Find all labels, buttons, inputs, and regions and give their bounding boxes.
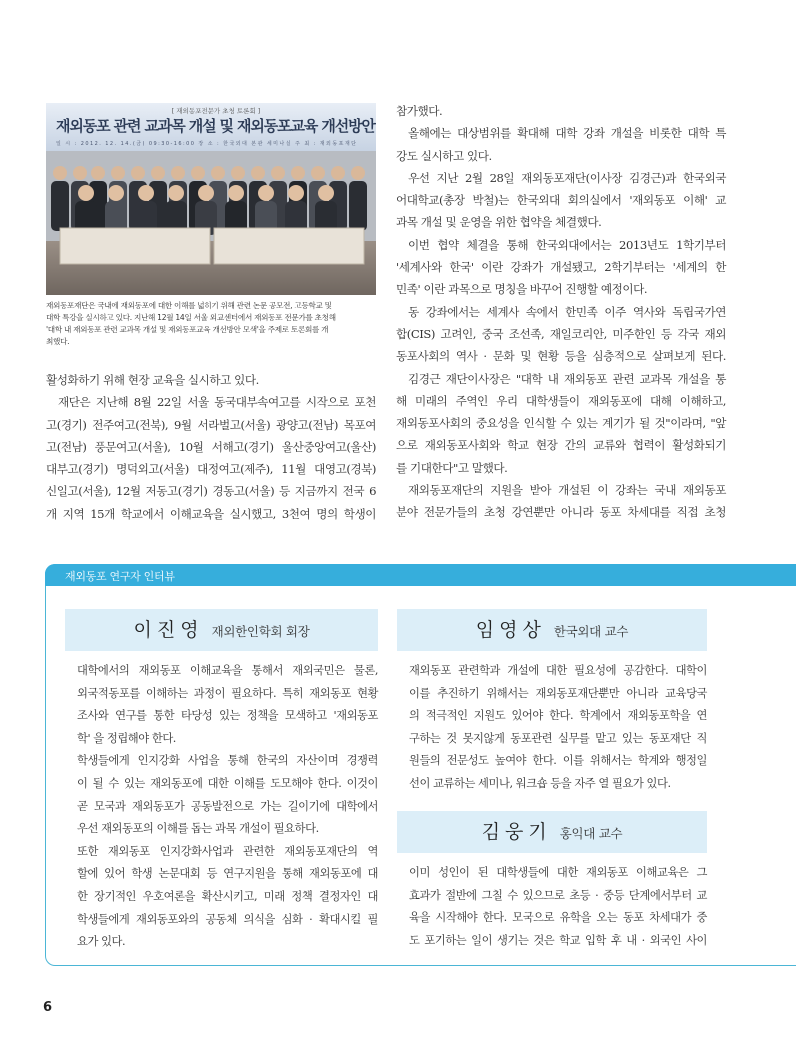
- text-line: 고(전남) 풍문여고(서울), 10월 서해고(경기) 울산중앙여고(울산): [46, 439, 376, 454]
- text-line: 활성화하기 위해 현장 교육을 실시하고 있다.: [46, 373, 259, 387]
- person-head: [53, 166, 67, 180]
- text-line: 동포사회의 역사 · 문화 및 현황 등을 심층적으로 살펴보게 된다.: [396, 349, 726, 364]
- banner-title-text: 재외동포 관련 교과목 개설 및 재외동포교육 개선방안: [56, 117, 376, 135]
- person-head: [211, 166, 225, 180]
- text-line: 재외동포 관련학과 개설에 대한 필요성에 공감한다. 대학이: [409, 664, 707, 677]
- interview-answer: [65, 660, 378, 954]
- person-head: [111, 166, 125, 180]
- text-line: 를 기대한다"고 말했다.: [396, 460, 508, 475]
- text-line: 분야 전문가들의 초청 강연뿐만 아니라 동포 차세대를 직접 초청: [396, 505, 726, 520]
- text-line: 참가했다.: [396, 104, 443, 118]
- text-line: 이미 성인이 된 대학생들에 대한 재외동포 이해교육은 그: [409, 866, 707, 879]
- person-body: [51, 181, 69, 231]
- text-line: 의 적극적인 지원도 있어야 한다. 학계에서 재외동포학을 연: [409, 709, 707, 723]
- text-line: 학생들에게 인지강화 사업을 통해 한국의 자산이며 경쟁력: [77, 754, 378, 768]
- banner-sub-text: 일 시 : 2012. 12. 14.(금) 09:30-16:00 장 소 : 한국외대 본관 세미나실 주 최 : 재외동포재단: [56, 141, 357, 147]
- person-head: [168, 185, 184, 201]
- text-line: 재단은 지난해 8월 22일 서울 동국대부속여고를 시작으로 포천: [58, 395, 376, 410]
- text-line: 어대학교(총장 박철)는 한국외대 회의실에서 '재외동포 이해' 교: [396, 193, 726, 208]
- text-line: 학' 을 정립해야 한다.: [77, 731, 176, 745]
- text-line: 이 될 수 있는 재외동포에 대한 이해를 도모해야 한다. 이것이: [77, 776, 378, 790]
- interviewee-role: 재외한인학회 회장: [211, 624, 310, 639]
- text-line: 신일고(서울), 12월 저동고(경기) 경동고(서울) 등 지금까지 전국 6: [46, 484, 376, 499]
- text-line: 곧 모국과 재외동포가 공동발전으로 가는 길이기에 대학에서: [77, 799, 378, 813]
- person-head: [231, 166, 245, 180]
- person-head: [351, 166, 365, 180]
- caption-line: 최했다.: [46, 337, 70, 346]
- table: [60, 228, 210, 264]
- left-column-text: [46, 369, 376, 525]
- interviewee-name-box: [397, 811, 707, 853]
- text-line: 요가 있다.: [77, 935, 126, 949]
- person-head: [228, 185, 244, 201]
- person-head: [311, 166, 325, 180]
- text-line: 대학에서의 재외동포 이해교육을 통해서 재외국민은 물론,: [77, 664, 378, 677]
- text-line: 효과가 절반에 그칠 수 있으므로 초등 · 중등 단계에서부터 교: [409, 888, 707, 902]
- interviewee-name-box: [397, 609, 707, 651]
- text-line: 학생들에게 재외동포와의 공동체 의식을 심화 · 확대시킬 필: [77, 912, 378, 926]
- text-line: 조사와 연구를 통한 타당성 있는 정책을 모색하고 '재외동포: [77, 709, 378, 723]
- person-head: [171, 166, 185, 180]
- interviewee-name: 임영상: [475, 619, 546, 641]
- text-line: 우선 재외동포의 이해를 돕는 과목 개설이 필요하다.: [77, 822, 319, 836]
- interview-answer: [397, 862, 707, 952]
- text-line: 육을 시작해야 한다. 모국으로 유학을 오는 동포 차세대가 중: [409, 911, 707, 925]
- person-head: [258, 185, 274, 201]
- text-line: 강도 실시하고 있다.: [396, 148, 492, 163]
- event-photo: [46, 103, 376, 295]
- caption-line: '대학 내 재외동포 관련 교과목 개설 및 재외동포교육 개선방안 모색'을 주제로 토론회를 개: [46, 325, 329, 334]
- interviewee-name: 이진영: [133, 619, 204, 641]
- interview-header: [45, 564, 796, 586]
- text-line: 외국적동포를 이해하는 과정이 필요하다. 특히 재외동포 현황: [77, 686, 378, 700]
- banner-small-text: [ 재외동포전문가 초청 토론회 ]: [171, 107, 261, 115]
- caption-line: 재외동포재단은 국내에 재외동포에 대한 이해를 넓히기 위해 관련 논문 공모전, 고등학교 및: [46, 301, 332, 310]
- interview-box: [45, 564, 796, 966]
- text-line: 해 미래의 주역인 우리 대학생들이 재외동포에 대해 이해하고,: [396, 393, 726, 408]
- person-head: [251, 166, 265, 180]
- person-head: [318, 185, 334, 201]
- text-line: 원들의 전문성도 높여야 한다. 이를 위해서는 학계와 행정일: [409, 754, 707, 768]
- text-line: 도 포기하는 일이 생기는 것은 학교 입학 후 내 · 외국인 사이: [409, 933, 707, 947]
- text-line: 한 장기적인 우호여론을 확산시키고, 미래 정책 결정자인 대: [77, 889, 378, 903]
- interviewee-role: 홍익대 교수: [559, 826, 623, 841]
- interview-title: 재외동포 연구자 인터뷰: [65, 570, 175, 583]
- page-number: 6: [43, 1000, 53, 1015]
- person-head: [198, 185, 214, 201]
- text-line: 고(경기) 전주여고(전북), 9월 서라벌고(서울) 광양고(전남) 목포여: [46, 417, 376, 432]
- interviewee-name: 김웅기: [481, 821, 552, 843]
- person-head: [91, 166, 105, 180]
- text-line: 개 지역 15개 학교에서 이해교육을 실시했고, 3천여 명의 학생이: [46, 506, 376, 521]
- person-head: [131, 166, 145, 180]
- text-line: 재외동포재단의 지원을 받아 개설된 이 강좌는 국내 재외동포: [408, 483, 726, 498]
- person-head: [271, 166, 285, 180]
- text-line: 구하는 것 못지않게 동포관련 실무를 맡고 있는 동포재단 직: [409, 731, 707, 745]
- person-head: [78, 185, 94, 201]
- interviewee-role: 한국외대 교수: [553, 624, 629, 639]
- person-head: [138, 185, 154, 201]
- text-line: 으로 재외동포사회와 학교 현장 간의 교류와 협력이 활성화되기: [396, 438, 726, 453]
- text-line: 이를 추진하기 위해서는 재외동포재단뿐만 아니라 교육당국: [409, 686, 707, 700]
- text-line: 올해에는 대상범위를 확대해 대학 강좌 개설을 비롯한 대학 특: [408, 126, 726, 141]
- text-line: 할에 있어 학생 논문대회 등 연구지원을 통해 재외동포에 대: [77, 867, 378, 881]
- text-line: 동 강좌에서는 세계사 속에서 한민족 이주 역사와 독립국가연: [408, 304, 726, 319]
- text-line: 선이 교류하는 세미나, 워크숍 등을 자주 열 필요가 있다.: [409, 776, 671, 790]
- person-head: [151, 166, 165, 180]
- text-line: 대부고(경기) 명덕외고(서울) 대정여고(제주), 11월 대영고(경북): [46, 462, 376, 477]
- text-line: 과목 개설 및 운영을 위한 협약을 체결했다.: [396, 215, 602, 230]
- text-line: 우선 지난 2월 28일 재외동포재단(이사장 김경근)과 한국외국: [408, 170, 726, 185]
- person-head: [331, 166, 345, 180]
- text-line: 민족' 이란 과목으로 명칭을 바꾸어 진행할 예정이다.: [396, 282, 648, 297]
- interview-answer: [397, 660, 707, 796]
- person-head: [288, 185, 304, 201]
- text-line: 합(CIS) 고려인, 중국 조선족, 재일코리안, 미주한인 등 각국 재외: [396, 326, 726, 341]
- event-photo-illustration: [46, 103, 376, 295]
- person-head: [291, 166, 305, 180]
- text-line: '세계사와 한국' 이란 강좌가 개설됐고, 2학기부터는 '세계의 한: [396, 260, 726, 275]
- text-line: 김경근 재단이사장은 "대학 내 재외동포 관련 교과목 개설을 통: [408, 371, 726, 386]
- person-head: [108, 185, 124, 201]
- person-head: [73, 166, 87, 180]
- person-head: [191, 166, 205, 180]
- right-column-text: [396, 100, 726, 524]
- caption-line: 대학 특강을 실시하고 있다. 지난해 12월 14일 서울 외교센터에서 재외동포 전문가를 초청해: [46, 313, 336, 322]
- text-line: 이번 협약 체결을 통해 한국외대에서는 2013년도 1학기부터: [408, 237, 726, 252]
- person-body: [349, 181, 367, 231]
- interviewee-name-box: [65, 609, 378, 651]
- photo-caption: [46, 300, 376, 348]
- table: [214, 228, 364, 264]
- text-line: 재외동포사회의 중요성을 인식할 수 있는 계기가 될 것"이라며, "앞: [396, 416, 726, 431]
- text-line: 또한 재외동포 인지강화사업과 관련한 재외동포재단의 역: [77, 844, 378, 858]
